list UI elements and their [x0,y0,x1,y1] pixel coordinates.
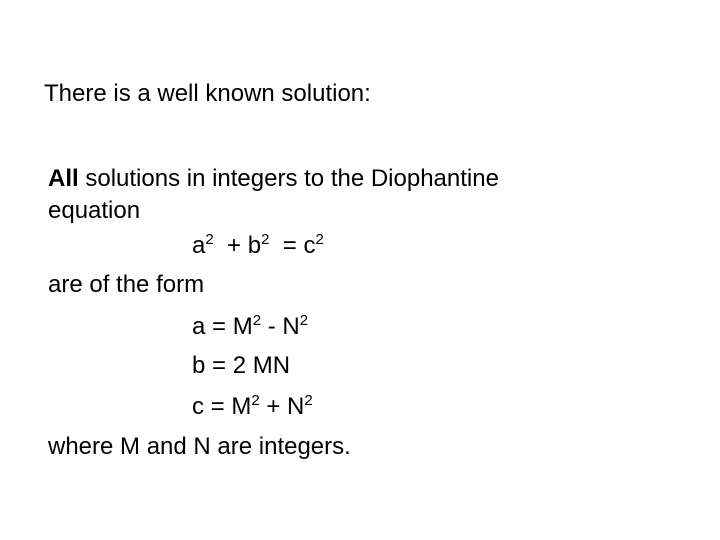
formula-a-m-exponent: 2 [252,312,262,329]
intro-text: There is a well known solution: [44,80,371,107]
form-line: are of the form [48,271,205,298]
formula-a-mid: - N [261,313,300,340]
statement-line-2: equation [48,197,141,224]
eq-a-exponent: 2 [205,231,214,248]
eq-equals-c: = c [269,232,316,259]
formula-b: b = 2 MN [192,352,291,379]
formula-c-m-exponent: 2 [251,392,260,409]
formula-c-n-exponent: 2 [304,392,313,409]
eq-plus-b: + b [213,232,262,259]
formula-a-n-exponent: 2 [299,312,309,329]
pythagorean-equation [192,232,324,260]
eq-b-exponent: 2 [261,231,270,248]
eq-a: a [192,232,206,259]
statement-line-1 [48,165,499,193]
formula-a-lhs: a = M [192,313,253,340]
eq-c-exponent: 2 [315,231,324,248]
emphasis-all: All [48,165,79,192]
formula-c-mid: + N [259,393,305,420]
conclusion-text: where M and N are integers. [48,433,351,460]
formula-c [192,393,313,421]
formula-c-lhs: c = M [192,393,252,420]
formula-a [192,313,308,341]
statement-line-1-rest: solutions in integers to the Diophantine [78,165,499,192]
